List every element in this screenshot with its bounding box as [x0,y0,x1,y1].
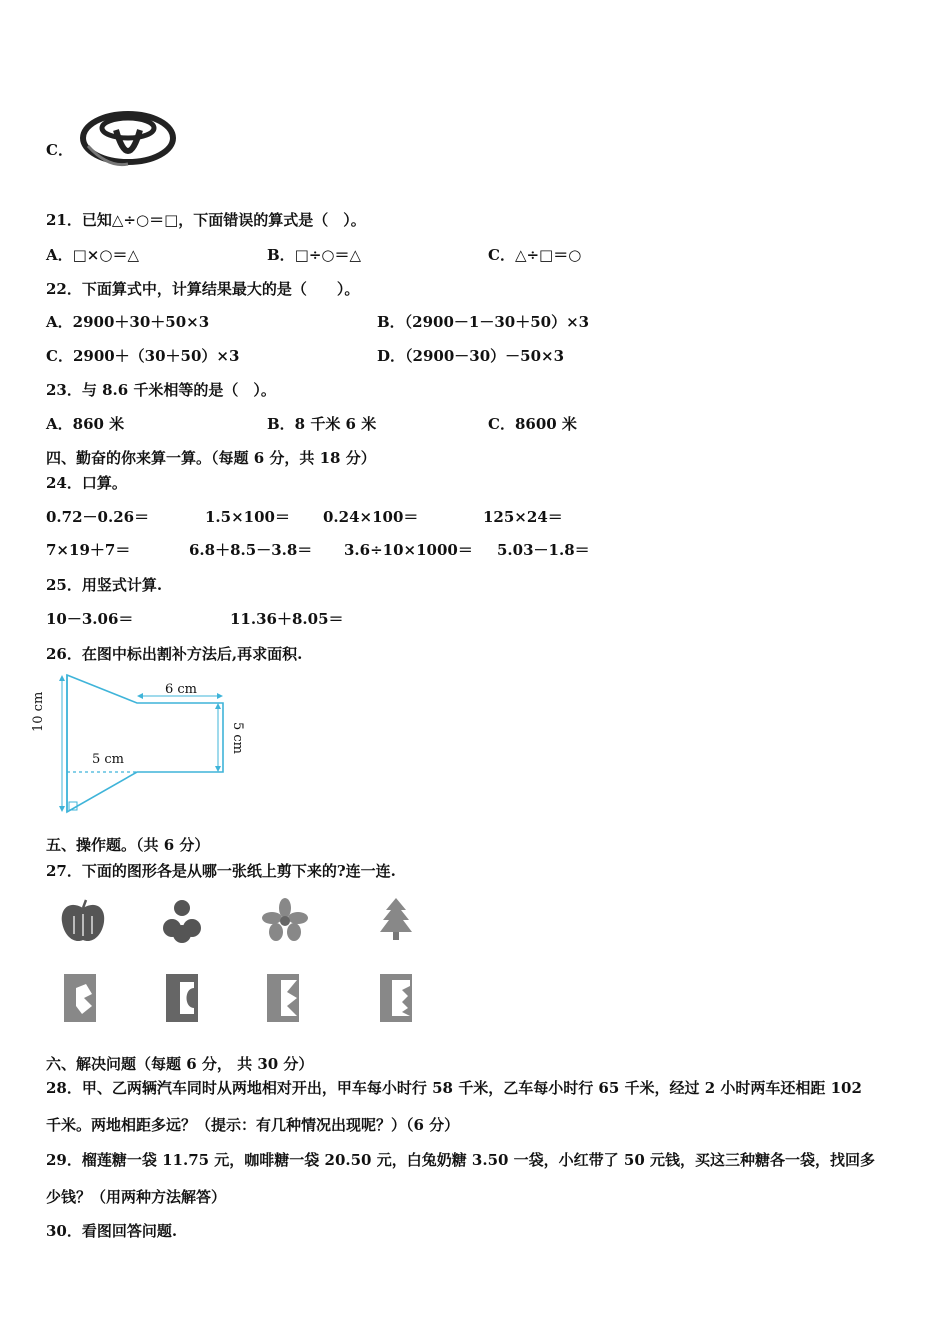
q30-stem: 30．看图回答问题. [46,1222,178,1240]
cut-paper-2 [164,972,200,1024]
q28-line-2: 千米。两地相距多远？（提示：有几种情况出现呢？）（6 分） [46,1116,460,1134]
q20-option-c-label: C． [46,141,73,159]
q22-option-a: A．2900＋30＋50×3 [46,313,210,331]
q25-item: 10－3.06＝ [46,610,134,628]
q21-option-c: C．△÷□＝○ [488,246,582,264]
q24-item: 0.72－0.26＝ [46,508,150,526]
q22-option-c: C．2900＋（30＋50）×3 [46,347,240,365]
q26-figure [40,672,260,822]
q24-item: 1.5×100＝ [205,508,290,526]
q21-option-a: A．□×○＝△ [46,246,140,264]
q21-stem: 21．已知△÷○＝□，下面错误的算式是（ ）。 [46,211,366,229]
q29-line-2: 少钱？（用两种方法解答） [46,1188,227,1206]
q24-item: 0.24×100＝ [323,508,419,526]
gourd-icon [162,896,202,946]
q26-top-label: 6 cm [165,682,198,697]
q24-item: 3.6÷10×1000＝ [344,541,473,559]
flower-icon [262,898,308,942]
q23-option-a: A．860 米 [46,415,125,433]
q26-bottom-label: 5 cm [92,752,125,767]
q22-option-b: B．（2900－1－30＋50）×3 [377,313,590,331]
q23-option-b: B．8 千米 6 米 [267,415,377,433]
q21-option-b: B．□÷○＝△ [267,246,362,264]
q27-stem: 27．下面的图形各是从哪一张纸上剪下来的?连一连. [46,862,396,880]
q28-line-1: 28．甲、乙两辆汽车同时从两地相对开出，甲车每小时行 58 千米，乙车每小时行 65 千米，经过 2 小时两车还相距 102 [46,1079,862,1097]
q24-item: 7×19＋7＝ [46,541,131,559]
q24-item: 5.03－1.8＝ [497,541,590,559]
section-5-heading: 五、操作题。（共 6 分） [46,836,210,854]
logo-picture [78,100,178,172]
q22-stem: 22．下面算式中，计算结果最大的是（ ）。 [46,280,360,298]
tree-icon [376,896,416,944]
cut-paper-4 [378,972,414,1024]
section-6-heading: 六、解决问题（每题 6 分， 共 30 分） [46,1055,314,1073]
q24-stem: 24．口算。 [46,474,127,492]
cut-paper-3 [265,972,301,1024]
q25-stem: 25．用竖式计算. [46,576,163,594]
q22-option-d: D．（2900－30）－50×3 [377,347,565,365]
q23-option-c: C．8600 米 [488,415,577,433]
q25-item: 11.36＋8.05＝ [230,610,344,628]
q24-item: 6.8＋8.5－3.8＝ [189,541,313,559]
apple-icon [58,898,108,946]
q23-stem: 23．与 8.6 千米相等的是（ ）。 [46,381,276,399]
q26-stem: 26．在图中标出割补方法后,再求面积. [46,645,303,663]
q26-right-label: 5 cm [230,722,245,755]
q26-left-label: 10 cm [31,691,46,732]
cut-paper-1 [62,972,98,1024]
q29-line-1: 29．榴莲糖一袋 11.75 元，咖啡糖一袋 20.50 元，白兔奶糖 3.50 一袋，小红带了 50 元钱，买这三种糖各一袋，找回多 [46,1151,876,1169]
q24-item: 125×24＝ [483,508,563,526]
section-4-heading: 四、勤奋的你来算一算。（每题 6 分，共 18 分） [46,449,376,467]
